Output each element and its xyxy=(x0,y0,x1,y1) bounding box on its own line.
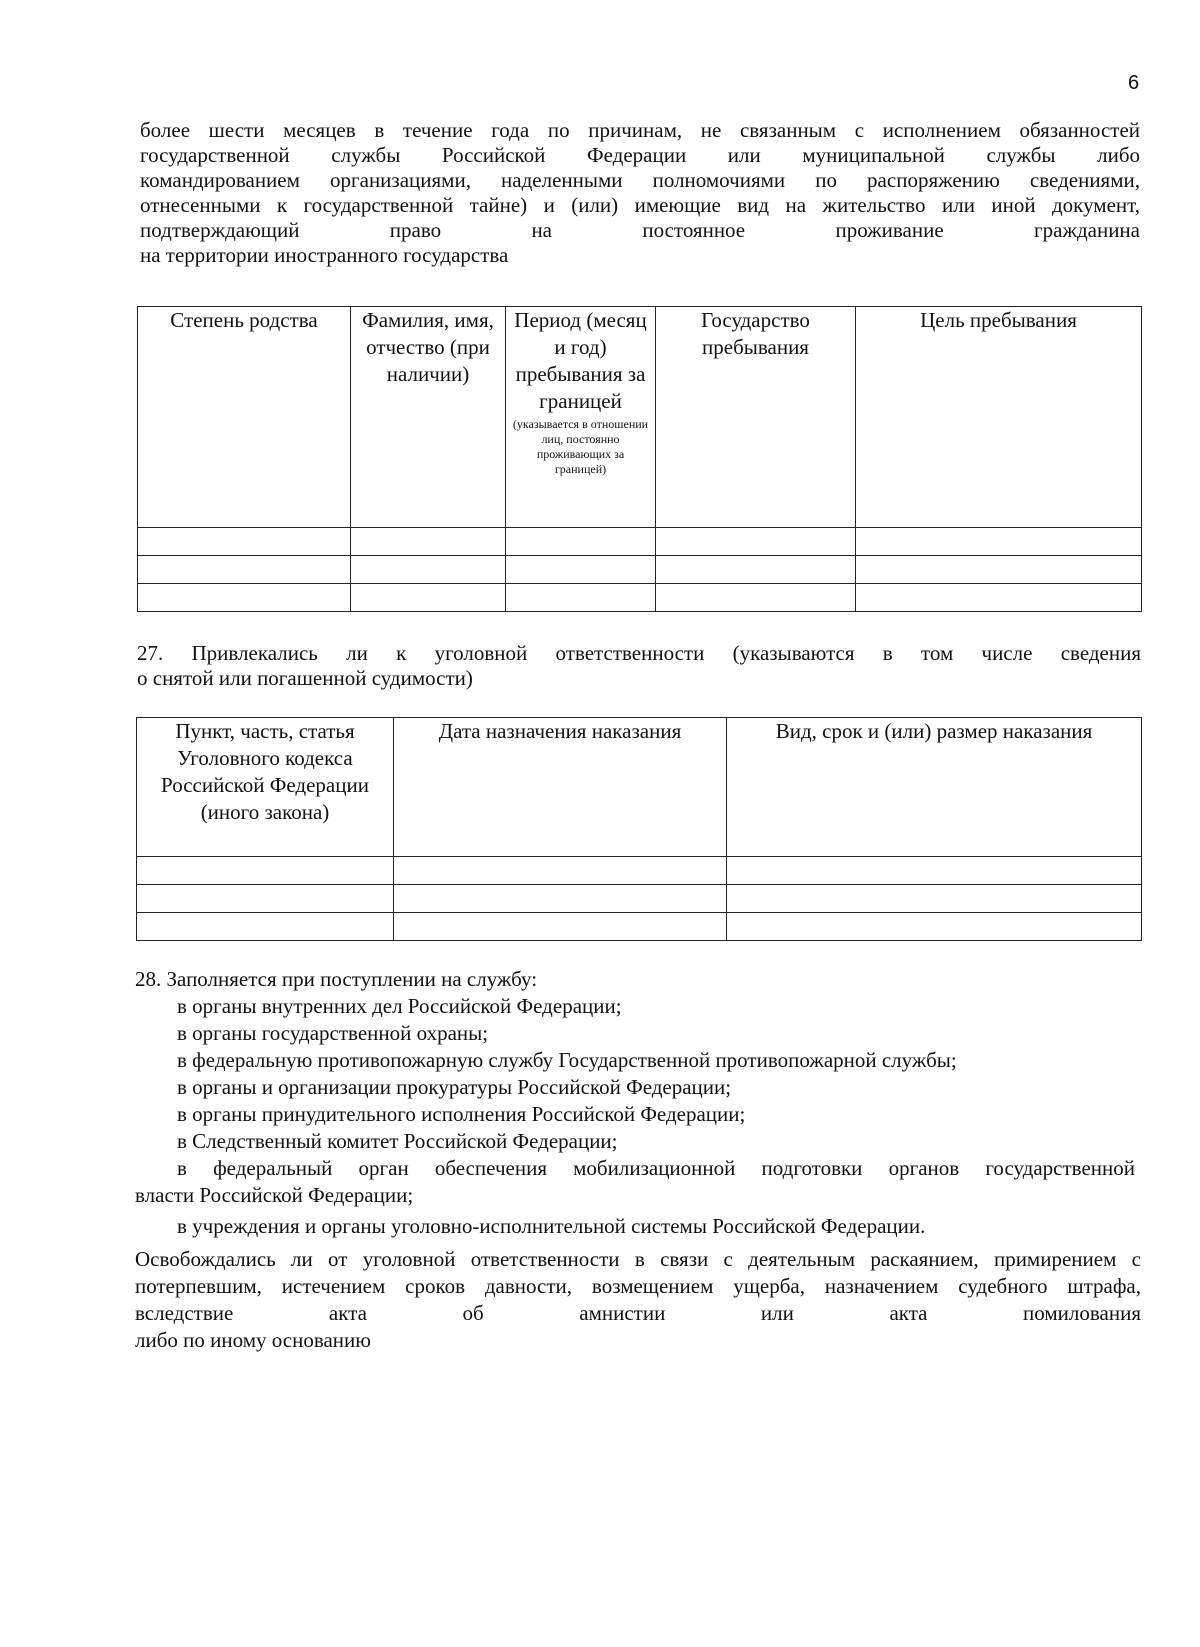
list-item: в органы государственной охраны; xyxy=(177,1021,489,1045)
header-kinship: Степень родства xyxy=(138,307,351,528)
table-cell[interactable] xyxy=(506,584,656,612)
intro-line: более шести месяцев в течение года по причинам, не связанным с исполнением обязанностей xyxy=(140,118,1140,142)
list-item: в федеральную противопожарную службу Государственной противопожарной службы; xyxy=(177,1048,957,1072)
intro-line: на территории иностранного государства xyxy=(140,243,509,267)
table-cell[interactable] xyxy=(727,885,1142,913)
table-cell[interactable] xyxy=(138,528,351,556)
intro-line: подтверждающий право на постоянное проживание гражданина xyxy=(140,218,1140,242)
header-date: Дата назначения наказания xyxy=(394,718,727,857)
table-cell[interactable] xyxy=(856,556,1142,584)
table-cell[interactable] xyxy=(856,528,1142,556)
header-punishment: Вид, срок и (или) размер наказания xyxy=(727,718,1142,857)
section-27-line: о снятой или погашенной судимости) xyxy=(137,666,473,690)
release-line: либо по иному основанию xyxy=(135,1328,371,1352)
release-line: вследствие акта об амнистии или акта помилования xyxy=(135,1301,1141,1325)
relatives-abroad-table xyxy=(137,306,1142,612)
table-row xyxy=(137,857,1142,885)
table-cell[interactable] xyxy=(656,556,856,584)
header-article: Пункт, часть, статья Уголовного кодекса Российской Федерации (иного закона) xyxy=(137,718,394,857)
intro-line: отнесенными к государственной тайне) и (или) имеющие вид на жительство или иной документ, xyxy=(140,193,1140,217)
list-item: в органы внутренних дел Российской Федерации; xyxy=(177,994,622,1018)
table-cell[interactable] xyxy=(351,584,506,612)
release-question xyxy=(135,1246,1141,1354)
table-cell[interactable] xyxy=(351,528,506,556)
header-state: Государство пребывания xyxy=(656,307,856,528)
list-item: в федеральный орган обеспечения мобилизационной подготовки органов государственной xyxy=(177,1156,1135,1180)
table-cell[interactable] xyxy=(727,913,1142,941)
table-row xyxy=(138,556,1142,584)
release-line: потерпевшим, истечением сроков давности, возмещением ущерба, назначением судебного штрафа, xyxy=(135,1274,1141,1298)
table-cell[interactable] xyxy=(506,528,656,556)
criminal-liability-table xyxy=(136,717,1142,941)
table-cell[interactable] xyxy=(137,885,394,913)
table-cell[interactable] xyxy=(656,528,856,556)
table-cell[interactable] xyxy=(138,584,351,612)
table-row xyxy=(137,885,1142,913)
table-cell[interactable] xyxy=(506,556,656,584)
table-cell[interactable] xyxy=(137,857,394,885)
table-row xyxy=(138,584,1142,612)
header-period-label: Период (месяц и год) пребывания за границей xyxy=(514,308,647,413)
table-cell[interactable] xyxy=(394,857,727,885)
header-period-note: (указывается в отношении лиц, постоянно проживающих за границей) xyxy=(512,417,649,476)
list-item: в учреждения и органы уголовно-исполнительной системы Российской Федерации. xyxy=(177,1214,926,1238)
table-cell[interactable] xyxy=(394,913,727,941)
header-period xyxy=(506,307,656,528)
header-purpose: Цель пребывания xyxy=(856,307,1142,528)
table-cell[interactable] xyxy=(137,913,394,941)
table-header-row xyxy=(138,307,1142,528)
intro-line: государственной службы Российской Федерации или муниципальной службы либо xyxy=(140,143,1140,167)
header-full-name: Фамилия, имя, отчество (при наличии) xyxy=(351,307,506,528)
section-27-question xyxy=(137,641,1141,691)
list-item-continuation: власти Российской Федерации; xyxy=(135,1183,414,1207)
list-item: в органы и организации прокуратуры Российской Федерации; xyxy=(177,1075,732,1099)
list-item: в Следственный комитет Российской Федерации; xyxy=(177,1129,618,1153)
release-line: Освобождались ли от уголовной ответственности в связи с деятельным раскаянием, примирением с xyxy=(135,1247,1141,1271)
section-27-line: 27. Привлекались ли к уголовной ответственности (указываются в том числе сведения xyxy=(137,641,1141,665)
table-cell[interactable] xyxy=(138,556,351,584)
table-row xyxy=(137,913,1142,941)
table-cell[interactable] xyxy=(727,857,1142,885)
table-cell[interactable] xyxy=(394,885,727,913)
intro-line: командированием организациями, наделенными полномочиями по распоряжению сведениями, xyxy=(140,168,1140,192)
table-cell[interactable] xyxy=(856,584,1142,612)
intro-paragraph xyxy=(140,118,1140,268)
table-row xyxy=(138,528,1142,556)
section-28-title: 28. Заполняется при поступлении на службу: xyxy=(135,967,538,991)
section-28 xyxy=(135,966,1135,1240)
table-header-row xyxy=(137,718,1142,857)
list-item: в органы принудительного исполнения Российской Федерации; xyxy=(177,1102,746,1126)
table-cell[interactable] xyxy=(351,556,506,584)
page-number: 6 xyxy=(1128,72,1140,94)
table-cell[interactable] xyxy=(656,584,856,612)
